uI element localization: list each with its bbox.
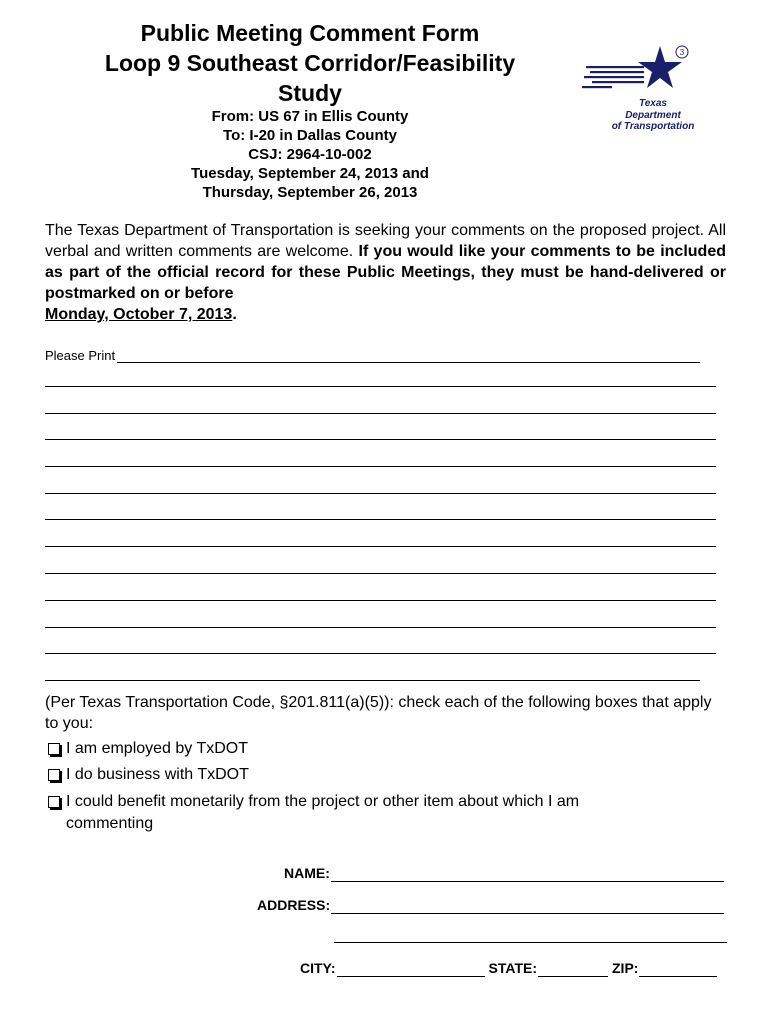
checkbox-label: I do business with TxDOT: [66, 766, 249, 783]
meeting-details: [110, 107, 510, 202]
detail-date-1: Tuesday, September 24, 2013 and: [191, 165, 429, 182]
comment-line[interactable]: [45, 493, 716, 494]
logo-line-2: Department: [625, 109, 681, 121]
comment-line[interactable]: [45, 573, 716, 574]
city-state-zip-row[interactable]: [300, 959, 717, 977]
please-print-line[interactable]: [117, 350, 700, 363]
address-field[interactable]: [257, 896, 724, 914]
state-input-line[interactable]: [538, 962, 608, 977]
logo-line-3: of Transportation: [611, 121, 695, 132]
comment-line[interactable]: [45, 680, 700, 681]
zip-label: ZIP:: [612, 960, 639, 976]
checkbox-benefit[interactable]: [45, 791, 645, 835]
intro-period: .: [232, 306, 237, 323]
checkbox-icon[interactable]: [48, 769, 60, 781]
checkbox-business[interactable]: [45, 764, 725, 786]
detail-csj: CSJ: 2964-10-002: [248, 146, 372, 163]
state-label: STATE:: [488, 960, 537, 976]
zip-input-line[interactable]: [639, 962, 717, 977]
name-field[interactable]: [284, 864, 724, 882]
intro-plain: The Texas Department of Transportation is seeking your comments on the proposed project. All verbal and written comments are welcome.: [45, 222, 726, 260]
comment-line[interactable]: [45, 653, 716, 654]
city-label: CITY:: [300, 960, 336, 976]
detail-from: From: US 67 in Ellis County: [211, 108, 409, 125]
checkbox-label: I am employed by TxDOT: [66, 740, 248, 757]
title-line-3: Study: [278, 80, 342, 106]
comment-line[interactable]: [45, 439, 716, 440]
title-line-2: Loop 9 Southeast Corridor/Feasibility: [104, 50, 516, 76]
please-print-field[interactable]: [45, 345, 700, 363]
city-input-line[interactable]: [337, 962, 485, 977]
address-input-line[interactable]: [331, 899, 724, 914]
checkbox-label: I could benefit monetarily from the project or other item about which I am commenting: [66, 793, 580, 832]
comment-line[interactable]: [45, 519, 716, 520]
checkbox-icon[interactable]: [48, 796, 60, 808]
name-label: NAME:: [284, 865, 330, 881]
name-input-line[interactable]: [331, 867, 724, 882]
intro-paragraph: [45, 220, 726, 325]
form-title: [60, 18, 560, 108]
comment-line[interactable]: [45, 413, 716, 414]
comment-line[interactable]: [45, 466, 716, 467]
intro-bold: If you would like your comments to be included as part of the official record for these Public Meetings, they must be hand-delivered or postmarked on or before: [45, 243, 726, 302]
title-line-1: Public Meeting Comment Form: [140, 20, 480, 46]
disclosure-text: (Per Texas Transportation Code, §201.811(a)(5)): check each of the following boxes that apply to you:: [45, 694, 712, 732]
logo-text: [608, 98, 698, 133]
address-line-2[interactable]: [333, 928, 727, 943]
please-print-label: Please Print: [45, 348, 116, 363]
comment-line[interactable]: [45, 546, 716, 547]
address-label: ADDRESS:: [257, 897, 331, 913]
deadline-date: Monday, October 7, 2013: [45, 306, 233, 323]
logo-line-1: Texas: [639, 98, 667, 109]
comment-line[interactable]: [45, 600, 716, 601]
logo-badge: 3: [679, 48, 685, 57]
detail-to: To: I-20 in Dallas County: [223, 127, 397, 144]
txdot-star-icon: [578, 42, 698, 102]
detail-date-2: Thursday, September 26, 2013: [202, 184, 418, 201]
comment-line[interactable]: [45, 386, 716, 387]
checkbox-employed[interactable]: [45, 738, 725, 760]
comment-line[interactable]: [45, 627, 716, 628]
address-input-line-2[interactable]: [334, 928, 727, 943]
checkbox-icon[interactable]: [48, 743, 60, 755]
txdot-logo: [578, 42, 698, 138]
